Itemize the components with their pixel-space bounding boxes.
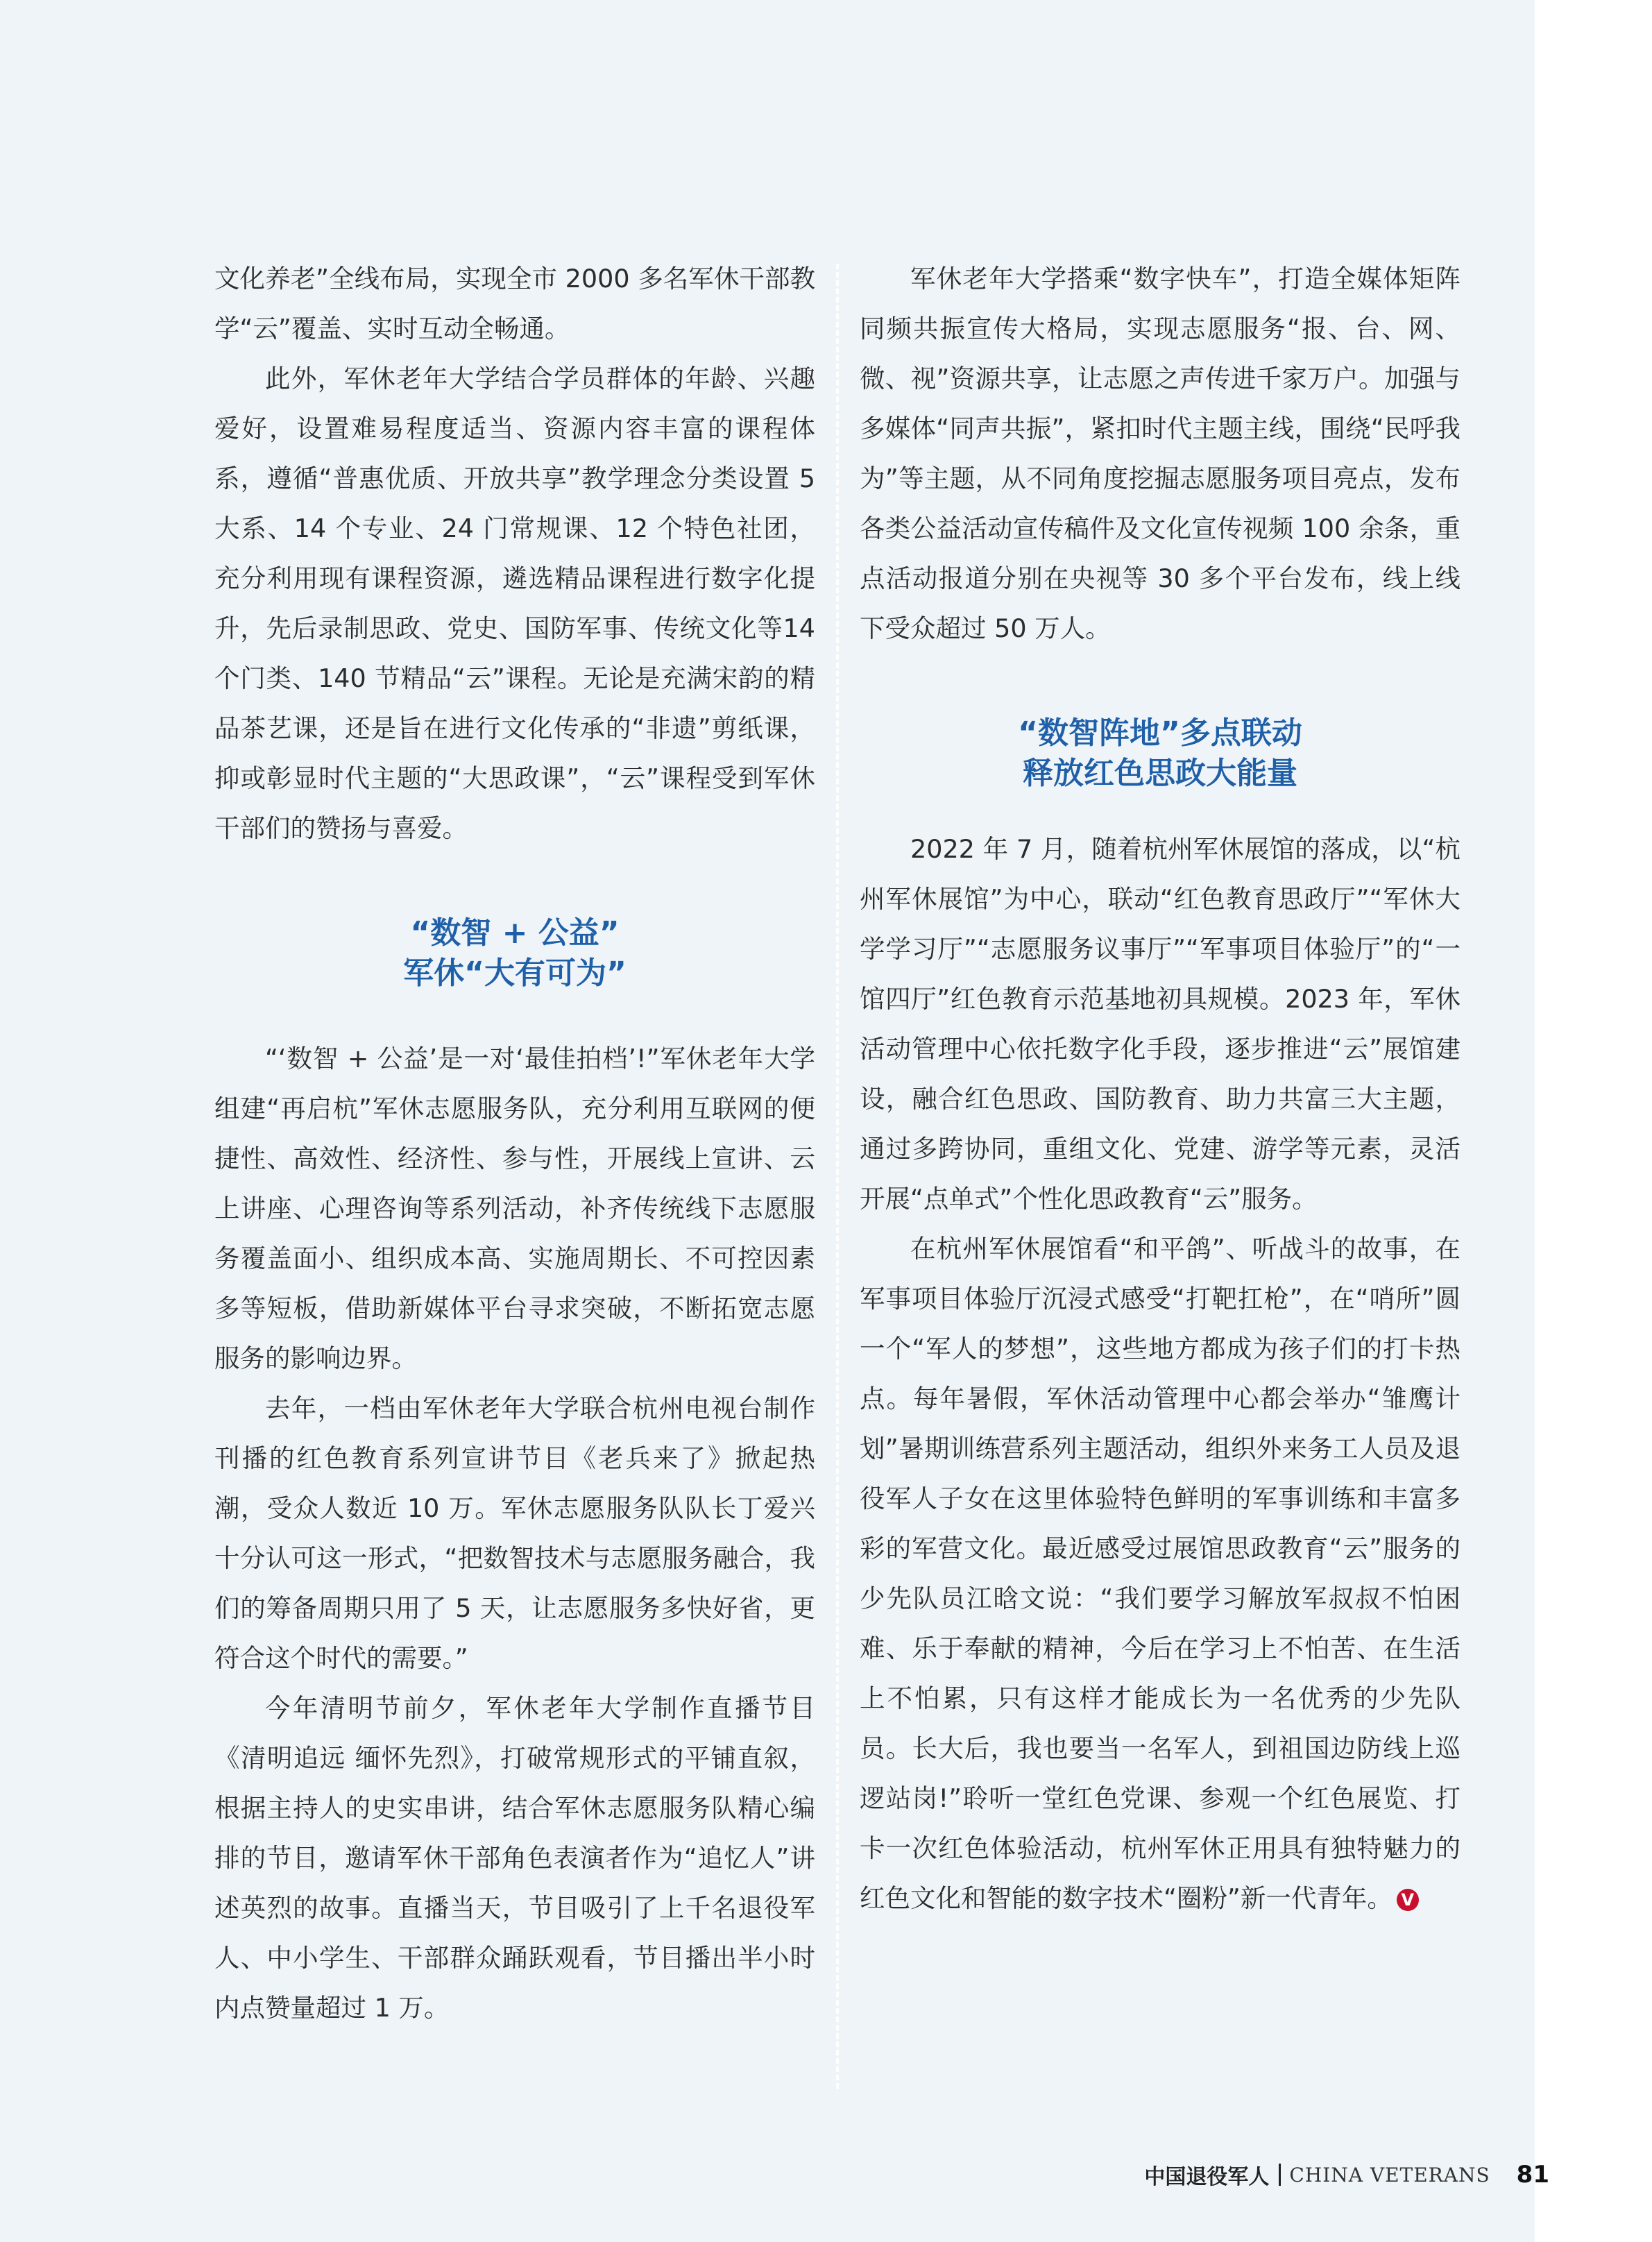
paragraph: 2022 年 7 月，随着杭州军休展馆的落成，以“杭州军休展馆”为中心，联动“红色教育思政厅”“军休大学学习厅”“志愿服务议事厅”“军事项目体验厅”的“一馆四厅”红色教育示范基地初具规模。2023 年，军休活动管理中心依托数字化手段，逐步推进“云”展馆建设，融合红色思政、国防教育、助力共富三大主题，通过多跨协同，重组文化、党建、游学等元素，灵活开展“点单式”个性化思政教育“云”服务。	[860, 834, 1461, 1214]
end-mark-icon: V	[1397, 1889, 1419, 1911]
section-heading-line: “数智 + 公益”	[410, 915, 620, 951]
magazine-name-cn: 中国退役军人	[1144, 2165, 1270, 2189]
section-heading-line: “数智阵地”多点联动	[1018, 715, 1302, 751]
page-number: 81	[1516, 2161, 1549, 2189]
section-heading	[214, 913, 815, 994]
magazine-name-en: CHINA VETERANS	[1289, 2163, 1490, 2186]
section-heading-line: 释放红色思政大能量	[1023, 756, 1297, 791]
paragraph: 今年清明节前夕，军休老年大学制作直播节目《清明追远 缅怀先烈》，打破常规形式的平铺直叙，根据主持人的史实串讲，结合军休志愿服务队精心编排的节目，邀请军休干部角色表演者作为“追忆人”讲述英烈的故事。直播当天，节目吸引了上千名退役军人、中小学生、干部群众踊跃观看，节目播出半小时内点赞量超过 1 万。	[214, 1693, 815, 2023]
paragraph: 此外，军休老年大学结合学员群体的年龄、兴趣爱好，设置难易程度适当、资源内容丰富的课程体系，遵循“普惠优质、开放共享”教学理念分类设置 5 大系、14 个专业、24 门常规课、12 个特色社团，充分利用现有课程资源，遴选精品课程进行数字化提升，先后录制思政、党史、国防军事、传统文化等14个门类、140 节精品“云”课程。无论是充满宋韵的精品茶艺课，还是旨在进行文化传承的“非遗”剪纸课，抑或彰显时代主题的“大思政课”，“云”课程受到军休干部们的赞扬与喜爱。	[214, 364, 815, 843]
right-column	[860, 254, 1461, 1923]
paragraph-last	[860, 1224, 1461, 1923]
paragraph-text: 在杭州军休展馆看“和平鸽”、听战斗的故事，在军事项目体验厅沉浸式感受“打靶扛枪”，在“哨所”圆一个“军人的梦想”，这些地方都成为孩子们的打卡热点。每年暑假，军休活动管理中心都会举办“雏鹰计划”暑期训练营系列主题活动，组织外来务工人员及退役军人子女在这里体验特色鲜明的军事训练和丰富多彩的军营文化。最近感受过展馆思政教育“云”服务的少先队员江晗文说：“我们要学习解放军叔叔不怕困难、乐于奉献的精神，今后在学习上不怕苦、在生活上不怕累，只有这样才能成长为一名优秀的少先队员。长大后，我也要当一名军人，到祖国边防线上巡逻站岗!”聆听一堂红色党课、参观一个红色展览、打卡一次红色体验活动，杭州军休正用具有独特魅力的红色文化和智能的数字技术“圈粉”新一代青年。	[860, 1234, 1461, 1913]
page-footer	[1144, 2154, 1549, 2196]
footer-separator	[1279, 2164, 1281, 2186]
paragraph: 文化养老”全线布局，实现全市 2000 多名军休干部教学“云”覆盖、实时互动全畅通。	[214, 264, 815, 343]
column-divider	[836, 264, 839, 2089]
left-column	[214, 254, 815, 2033]
section-heading	[860, 713, 1461, 794]
paragraph: “‘数智 + 公益’是一对‘最佳拍档’!”军休老年大学组建“再启杭”军休志愿服务队，充分利用互联网的便捷性、高效性、经济性、参与性，开展线上宣讲、云上讲座、心理咨询等系列活动，补齐传统线下志愿服务覆盖面小、组织成本高、实施周期长、不可控因素多等短板，借助新媒体平台寻求突破，不断拓宽志愿服务的影响边界。	[214, 1044, 815, 1373]
paragraph: 军休老年大学搭乘“数字快车”，打造全媒体矩阵同频共振宣传大格局，实现志愿服务“报、台、网、微、视”资源共享，让志愿之声传进千家万户。加强与多媒体“同声共振”，紧扣时代主题主线，围绕“民呼我为”等主题，从不同角度挖掘志愿服务项目亮点，发布各类公益活动宣传稿件及文化宣传视频 100 余条，重点活动报道分别在央视等 30 多个平台发布，线上线下受众超过 50 万人。	[860, 264, 1461, 643]
section-heading-line: 军休“大有可为”	[403, 956, 627, 991]
paragraph: 去年，一档由军休老年大学联合杭州电视台制作刊播的红色教育系列宣讲节目《老兵来了》掀起热潮，受众人数近 10 万。军休志愿服务队队长丁爱兴十分认可这一形式，“把数智技术与志愿服务融合，我们的筹备周期只用了 5 天，让志愿服务多快好省，更符合这个时代的需要。”	[214, 1393, 815, 1673]
